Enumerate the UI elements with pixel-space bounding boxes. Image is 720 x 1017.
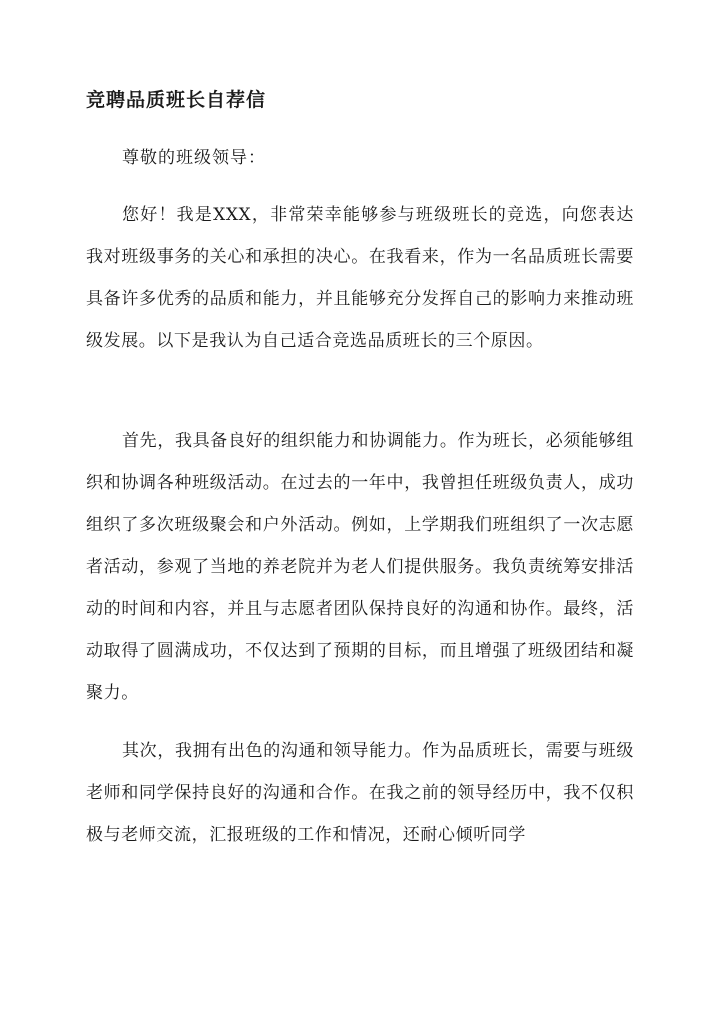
paragraph-first-reason: 首先，我具备良好的组织能力和协调能力。作为班长，必须能够组织和协调各种班级活动。在过去的一年中，我曾担任班级负责人，成功组织了多次班级聚会和户外活动。例如，上学期我们班组织了一次志愿者活动，参观了当地的养老院并为老人们提供服务。我负责统筹安排活动的时间和内容，并且与志愿者团队保持良好的沟通和协作。最终，活动取得了圆满成功，不仅达到了预期的目标，而且增强了班级团结和凝聚力。 [86, 431, 634, 703]
paragraph-intro: 您好！我是XXX，非常荣幸能够参与班级班长的竞选，向您表达我对班级事务的关心和承担的决心。在我看来，作为一名品质班长需要具备许多优秀的品质和能力，并且能够充分发挥自己的影响力来推动班级发展。以下是我认为自己适合竞选品质班长的三个原因。 [86, 205, 634, 351]
paragraph-second-reason: 其次，我拥有出色的沟通和领导能力。作为品质班长，需要与班级老师和同学保持良好的沟通和合作。在我之前的领导经历中，我不仅积极与老师交流，汇报班级的工作和情况，还耐心倾听同学 [86, 741, 634, 845]
greeting: 尊敬的班级领导： [122, 148, 266, 168]
document-title: 竞聘品质班长自荐信 [86, 89, 267, 111]
